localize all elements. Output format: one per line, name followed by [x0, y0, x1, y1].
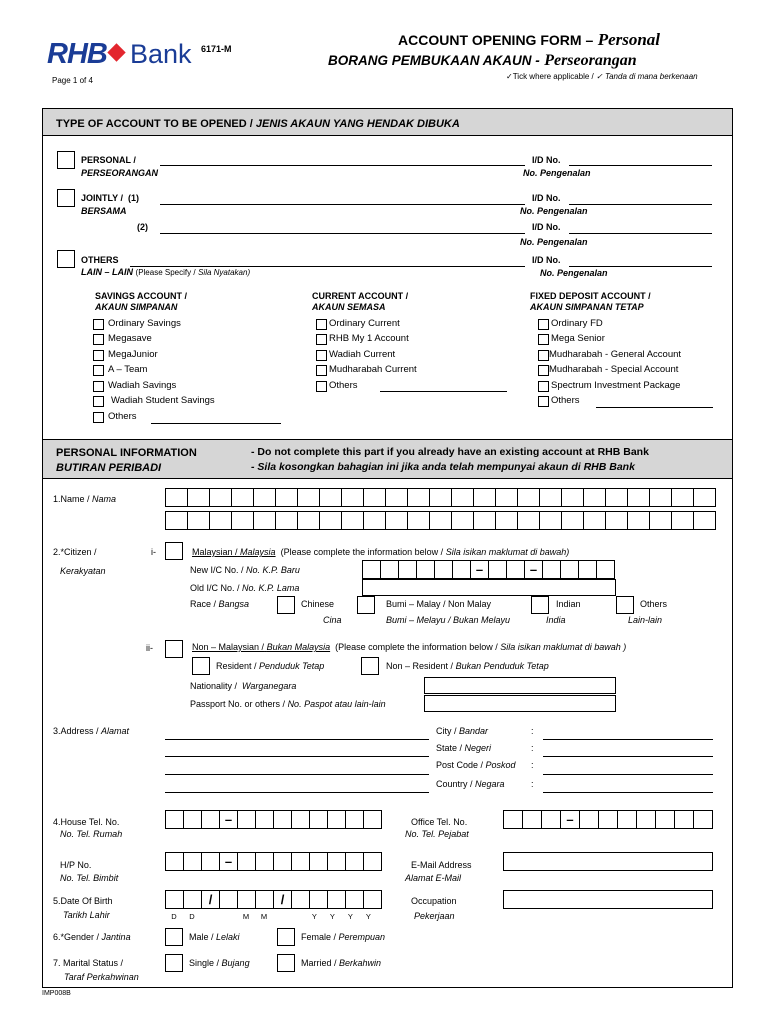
email-label: E-Mail Address	[411, 860, 472, 870]
resident-label: Resident / Penduduk Tetap	[216, 661, 325, 671]
id-label-ms: No. Pengenalan	[520, 237, 588, 247]
malaysian-checkbox[interactable]	[165, 542, 183, 560]
char-box[interactable]	[617, 810, 637, 829]
char-box[interactable]	[655, 810, 675, 829]
char-box[interactable]	[183, 810, 202, 829]
char-box[interactable]	[309, 890, 328, 909]
others-line[interactable]	[130, 266, 525, 267]
option-ii: ii-	[146, 643, 153, 653]
current-title-ms: AKAUN SEMASA	[312, 302, 386, 312]
char-box[interactable]	[398, 560, 417, 579]
jointly-checkbox[interactable]	[57, 189, 75, 207]
savings-option-checkbox[interactable]	[93, 365, 104, 376]
char-box[interactable]	[434, 560, 453, 579]
occupation-label: Occupation	[411, 896, 457, 906]
char-box[interactable]	[273, 852, 292, 871]
fd-option: Ordinary FD	[551, 318, 603, 329]
company-no: 6171-M	[201, 44, 232, 54]
fd-title-ms: AKAUN SIMPANAN TETAP	[530, 302, 644, 312]
char-box[interactable]	[561, 488, 584, 507]
state-line[interactable]	[543, 756, 713, 757]
colon: :	[531, 726, 534, 736]
char-box[interactable]	[291, 810, 310, 829]
form-title-ms: BORANG PEMBUKAAN AKAUN - Perseorangan	[328, 52, 637, 69]
char-box[interactable]	[255, 852, 274, 871]
char-box[interactable]	[506, 560, 525, 579]
char-box[interactable]	[345, 810, 364, 829]
fd-option: Others	[551, 395, 580, 406]
char-box[interactable]	[165, 511, 188, 530]
separator-glyph: /	[280, 892, 285, 907]
char-box[interactable]	[183, 890, 202, 909]
jointly-2-label: (2)	[137, 222, 148, 232]
jointly-label: JOINTLY / (1)	[81, 193, 140, 203]
char-box[interactable]	[345, 890, 364, 909]
char-box[interactable]	[385, 511, 408, 530]
char-box[interactable]	[319, 511, 342, 530]
dob-format-letter: M	[242, 912, 250, 921]
savings-title-ms: AKAUN SIMPANAN	[95, 302, 178, 312]
old-ic-input[interactable]	[362, 579, 616, 596]
savings-option-checkbox[interactable]	[93, 350, 104, 361]
char-box[interactable]	[363, 488, 386, 507]
dob-format-letter: Y	[365, 912, 371, 921]
savings-option-checkbox[interactable]	[93, 319, 104, 330]
char-box[interactable]	[517, 511, 540, 530]
personal-info-header: PERSONAL INFORMATION BUTIRAN PERIBADI - Do not complete this part if you already have an existing account at RHB Bank - Sila kosongkan bahagian ini jika anda telah mempunyai akaun di RHB Bank	[42, 439, 733, 479]
separator-glyph: –	[224, 854, 233, 869]
char-box[interactable]	[327, 810, 346, 829]
char-box[interactable]	[231, 511, 254, 530]
current-option: Ordinary Current	[329, 318, 400, 329]
char-box[interactable]	[255, 810, 274, 829]
bumi-label-ms: Bumi – Melayu / Bukan Melayu	[386, 615, 511, 625]
malaysian-label: Malaysian / Malaysia (Please complete the information below / Sila isikan maklumat di bawah)	[192, 547, 570, 557]
char-box[interactable]	[165, 852, 184, 871]
char-box[interactable]	[674, 810, 694, 829]
female-label: Female / Perempuan	[301, 932, 386, 942]
char-box[interactable]	[255, 890, 274, 909]
char-box[interactable]	[649, 511, 672, 530]
office-tel-label: Office Tel. No.	[411, 817, 468, 827]
char-box[interactable]	[451, 488, 474, 507]
char-box[interactable]	[636, 810, 656, 829]
bumi-label: Bumi – Malay / Non Malay	[386, 599, 492, 609]
id-label-ms: No. Pengenalan	[520, 206, 588, 216]
char-box[interactable]	[503, 810, 523, 829]
char-box[interactable]	[341, 488, 364, 507]
chinese-checkbox[interactable]	[277, 596, 295, 614]
address-line-3[interactable]	[165, 774, 429, 775]
savings-option: Wadiah Savings	[108, 380, 177, 391]
char-box[interactable]	[596, 560, 615, 579]
char-box[interactable]	[452, 560, 471, 579]
char-box[interactable]	[488, 560, 507, 579]
char-box[interactable]	[560, 810, 580, 829]
char-box[interactable]	[275, 511, 298, 530]
personal-label-ms: PERSEORANGAN	[81, 168, 159, 178]
nationality-input[interactable]	[424, 677, 616, 694]
char-box[interactable]	[363, 810, 382, 829]
address-line-2[interactable]	[165, 756, 429, 757]
char-box[interactable]	[560, 560, 579, 579]
personal-id-line[interactable]	[569, 165, 712, 166]
char-box[interactable]	[253, 511, 276, 530]
occupation-label-ms: Pekerjaan	[414, 911, 455, 921]
id-label-ms: No. Pengenalan	[523, 168, 591, 178]
current-option-checkbox[interactable]	[316, 350, 327, 361]
char-box[interactable]	[231, 488, 254, 507]
separator-glyph: –	[475, 562, 484, 577]
option-i: i-	[151, 547, 156, 557]
non-malaysian-label: Non – Malaysian / Bukan Malaysia (Please complete the information below / Sila isikan maklumat di bawah )	[192, 642, 627, 652]
separator-glyph: /	[208, 892, 213, 907]
char-box[interactable]	[237, 810, 256, 829]
char-box[interactable]	[291, 890, 310, 909]
char-box[interactable]	[237, 852, 256, 871]
char-box[interactable]	[627, 511, 650, 530]
id-label: I/D No.	[532, 255, 561, 265]
current-others-line[interactable]	[380, 391, 507, 392]
char-box[interactable]	[275, 488, 298, 507]
dob-label: 5.Date Of Birth	[53, 896, 113, 906]
char-box[interactable]	[165, 810, 184, 829]
indian-checkbox[interactable]	[531, 596, 549, 614]
old-ic-label: Old I/C No. / No. K.P. Lama	[190, 583, 300, 593]
address-line-4[interactable]	[165, 792, 429, 793]
office-tel-label-ms: No. Tel. Pejabat	[405, 829, 469, 839]
indian-label-ms: India	[546, 615, 566, 625]
char-box[interactable]	[273, 890, 292, 909]
occupation-input[interactable]	[503, 890, 713, 909]
others-id-line[interactable]	[569, 266, 712, 267]
resident-checkbox[interactable]	[192, 657, 210, 675]
current-option: Others	[329, 380, 358, 391]
char-box[interactable]	[627, 488, 650, 507]
non-malaysian-checkbox[interactable]	[165, 640, 183, 658]
tick-note: ✓Tick where applicable / ✓ Tanda di mana berkenaan	[506, 72, 698, 81]
others-label: OTHERS	[81, 255, 119, 265]
fd-option-checkbox[interactable]	[538, 365, 549, 376]
colon: :	[531, 760, 534, 770]
country-label: Country / Negara	[436, 779, 505, 789]
char-box[interactable]	[583, 488, 606, 507]
name-label: 1.Name / Nama	[53, 494, 117, 504]
char-box[interactable]	[363, 852, 382, 871]
char-box[interactable]	[473, 488, 496, 507]
joint-name-1-line[interactable]	[160, 204, 525, 205]
marital-label-ms: Taraf Perkahwinan	[64, 972, 139, 982]
others-label-ms: LAIN – LAIN (Please Specify / Sila Nyatakan)	[81, 267, 251, 277]
char-box[interactable]	[201, 890, 220, 909]
separator-glyph: –	[529, 562, 538, 577]
fd-option: Mudharabah - General Account	[549, 349, 682, 360]
char-box[interactable]	[470, 560, 489, 579]
savings-option: Megasave	[108, 333, 152, 344]
form-code: IMP008B	[42, 990, 71, 997]
char-box[interactable]	[495, 511, 518, 530]
dob-label-ms: Tarikh Lahir	[63, 910, 110, 920]
char-box[interactable]	[541, 810, 561, 829]
fd-title: FIXED DEPOSIT ACCOUNT /	[530, 291, 651, 301]
char-box[interactable]	[578, 560, 597, 579]
address-line-1[interactable]	[165, 739, 429, 740]
city-label: City / Bandar	[436, 726, 489, 736]
id-label: I/D No.	[532, 222, 561, 232]
form-title-en: ACCOUNT OPENING FORM – Personal	[398, 30, 661, 49]
char-box[interactable]	[671, 511, 694, 530]
savings-option: Others	[108, 411, 137, 422]
char-box[interactable]	[219, 810, 238, 829]
colon: :	[531, 743, 534, 753]
new-ic-label: New I/C No. / No. K.P. Baru	[190, 565, 300, 575]
married-label: Married / Berkahwin	[301, 958, 382, 968]
char-box[interactable]	[542, 560, 561, 579]
char-box[interactable]	[187, 488, 210, 507]
char-box[interactable]	[165, 890, 184, 909]
char-box[interactable]	[473, 511, 496, 530]
logo-rhb: RHB	[47, 38, 107, 70]
married-checkbox[interactable]	[277, 954, 295, 972]
joint-id-2-line[interactable]	[569, 233, 712, 234]
jointly-label-ms: BERSAMA	[81, 206, 127, 216]
char-box[interactable]	[429, 511, 452, 530]
dob-format-letter: Y	[311, 912, 317, 921]
char-box[interactable]	[237, 890, 256, 909]
fd-option-checkbox[interactable]	[538, 381, 549, 392]
char-box[interactable]	[579, 810, 599, 829]
char-box[interactable]	[605, 488, 628, 507]
race-others-checkbox[interactable]	[616, 596, 634, 614]
char-box[interactable]	[380, 560, 399, 579]
savings-option: MegaJunior	[108, 349, 158, 360]
fd-option-checkbox[interactable]	[538, 350, 549, 361]
current-option-checkbox[interactable]	[316, 381, 327, 392]
savings-option-checkbox[interactable]	[93, 412, 104, 423]
passport-input[interactable]	[424, 695, 616, 712]
citizen-label: 2.*Citizen /	[53, 547, 97, 557]
fd-option: Spectrum Investment Package	[551, 380, 681, 391]
separator-glyph: –	[224, 812, 233, 827]
char-box[interactable]	[309, 852, 328, 871]
email-label-ms: Alamat E-Mail	[405, 873, 462, 883]
char-box[interactable]	[309, 810, 328, 829]
city-line[interactable]	[543, 739, 713, 740]
dob-format-letter: Y	[347, 912, 353, 921]
current-option-checkbox[interactable]	[316, 319, 327, 330]
char-box[interactable]	[605, 511, 628, 530]
male-checkbox[interactable]	[165, 928, 183, 946]
postcode-label: Post Code / Poskod	[436, 760, 516, 770]
fd-option-checkbox[interactable]	[538, 319, 549, 330]
char-box[interactable]	[693, 810, 713, 829]
single-label: Single / Bujang	[189, 958, 250, 968]
id-label: I/D No.	[532, 193, 561, 203]
gender-label: 6.*Gender / Jantina	[53, 932, 131, 942]
char-box[interactable]	[598, 810, 618, 829]
personal-name-line[interactable]	[160, 165, 525, 166]
char-box[interactable]	[253, 488, 276, 507]
postcode-line[interactable]	[543, 774, 713, 775]
char-box[interactable]	[319, 488, 342, 507]
char-box[interactable]	[416, 560, 435, 579]
logo-diamond-icon	[107, 43, 125, 61]
citizen-label-ms: Kerakyatan	[60, 566, 106, 576]
char-box[interactable]	[495, 488, 518, 507]
race-others-label: Others	[640, 599, 668, 609]
chinese-label: Chinese	[301, 599, 335, 609]
logo-bank: Bank	[130, 39, 192, 69]
personal-label: PERSONAL /	[81, 155, 136, 165]
char-box[interactable]	[201, 852, 220, 871]
char-box[interactable]	[297, 511, 320, 530]
country-line[interactable]	[543, 792, 713, 793]
male-label: Male / Lelaki	[189, 932, 240, 942]
char-box[interactable]	[451, 511, 474, 530]
non-resident-checkbox[interactable]	[361, 657, 379, 675]
current-option: RHB My 1 Account	[329, 333, 409, 344]
current-option-checkbox[interactable]	[316, 334, 327, 345]
char-box[interactable]	[693, 511, 716, 530]
type-of-account-header: TYPE OF ACCOUNT TO BE OPENED / JENIS AKAUN YANG HENDAK DIBUKA	[42, 108, 733, 136]
char-box[interactable]	[407, 488, 430, 507]
char-box[interactable]	[341, 511, 364, 530]
email-input[interactable]	[503, 852, 713, 871]
savings-option-checkbox[interactable]	[93, 381, 104, 392]
char-box[interactable]	[219, 890, 238, 909]
page-number: Page 1 of 4	[52, 76, 93, 85]
char-box[interactable]	[583, 511, 606, 530]
char-box[interactable]	[327, 890, 346, 909]
char-box[interactable]	[524, 560, 543, 579]
char-box[interactable]	[273, 810, 292, 829]
savings-option: Ordinary Savings	[108, 318, 181, 329]
marital-label: 7. Marital Status /	[53, 958, 124, 968]
dob-format-letter: Y	[329, 912, 335, 921]
char-box[interactable]	[183, 852, 202, 871]
hp-label-ms: No. Tel. Bimbit	[60, 873, 119, 883]
current-title: CURRENT ACCOUNT /	[312, 291, 409, 301]
savings-others-line[interactable]	[151, 423, 281, 424]
char-box[interactable]	[429, 488, 452, 507]
current-option-checkbox[interactable]	[316, 365, 327, 376]
char-box[interactable]	[539, 511, 562, 530]
fd-option-checkbox[interactable]	[538, 396, 549, 407]
address-label: 3.Address / Alamat	[53, 726, 130, 736]
char-box[interactable]	[649, 488, 672, 507]
current-option: Mudharabah Current	[329, 364, 417, 375]
char-box[interactable]	[363, 511, 386, 530]
passport-label: Passport No. or others / No. Paspot atau lain-lain	[190, 699, 386, 709]
char-box[interactable]	[219, 852, 238, 871]
current-option: Wadiah Current	[329, 349, 396, 360]
nationality-label: Nationality / Warganegara	[190, 681, 297, 691]
fd-option-checkbox[interactable]	[538, 334, 549, 345]
savings-option: Wadiah Student Savings	[111, 395, 215, 406]
id-label-ms: No. Pengenalan	[540, 268, 608, 278]
dob-format-letter: M	[260, 912, 268, 921]
savings-option-checkbox[interactable]	[93, 396, 104, 407]
colon: :	[531, 779, 534, 789]
char-box[interactable]	[522, 810, 542, 829]
char-box[interactable]	[385, 488, 408, 507]
house-tel-label: 4.House Tel. No.	[53, 817, 120, 827]
char-box[interactable]	[561, 511, 584, 530]
savings-option: A – Team	[108, 364, 148, 375]
race-label: Race / Bangsa	[190, 599, 250, 609]
indian-label: Indian	[556, 599, 581, 609]
female-checkbox[interactable]	[277, 928, 295, 946]
state-label: State / Negeri	[436, 743, 492, 753]
separator-glyph: –	[566, 812, 574, 827]
char-box[interactable]	[345, 852, 364, 871]
char-box[interactable]	[407, 511, 430, 530]
non-resident-label: Non – Resident / Bukan Penduduk Tetap	[386, 661, 549, 671]
char-box[interactable]	[693, 488, 716, 507]
hp-label: H/P No.	[60, 860, 92, 870]
dob-format-letter: D	[189, 912, 195, 921]
char-box[interactable]	[209, 488, 232, 507]
fd-others-line[interactable]	[596, 407, 713, 408]
house-tel-label-ms: No. Tel. Rumah	[60, 829, 123, 839]
joint-id-1-line[interactable]	[569, 204, 712, 205]
savings-option-checkbox[interactable]	[93, 334, 104, 345]
single-checkbox[interactable]	[165, 954, 183, 972]
joint-name-2-line[interactable]	[160, 233, 525, 234]
char-box[interactable]	[539, 488, 562, 507]
char-box[interactable]	[291, 852, 310, 871]
char-box[interactable]	[209, 511, 232, 530]
fd-option: Mega Senior	[551, 333, 605, 344]
fd-option: Mudharabah - Special Account	[549, 364, 679, 375]
personal-checkbox[interactable]	[57, 151, 75, 169]
char-box[interactable]	[363, 890, 382, 909]
char-box[interactable]	[671, 488, 694, 507]
char-box[interactable]	[327, 852, 346, 871]
race-others-label-ms: Lain-lain	[628, 615, 663, 625]
char-box[interactable]	[187, 511, 210, 530]
bumi-checkbox[interactable]	[357, 596, 375, 614]
char-box[interactable]	[297, 488, 320, 507]
others-checkbox[interactable]	[57, 250, 75, 268]
char-box[interactable]	[517, 488, 540, 507]
char-box[interactable]	[362, 560, 381, 579]
chinese-label-ms: Cina	[323, 615, 342, 625]
dob-format-letter: D	[171, 912, 177, 921]
char-box[interactable]	[201, 810, 220, 829]
id-label: I/D No.	[532, 155, 561, 165]
char-box[interactable]	[165, 488, 188, 507]
savings-title: SAVINGS ACCOUNT /	[95, 291, 188, 301]
